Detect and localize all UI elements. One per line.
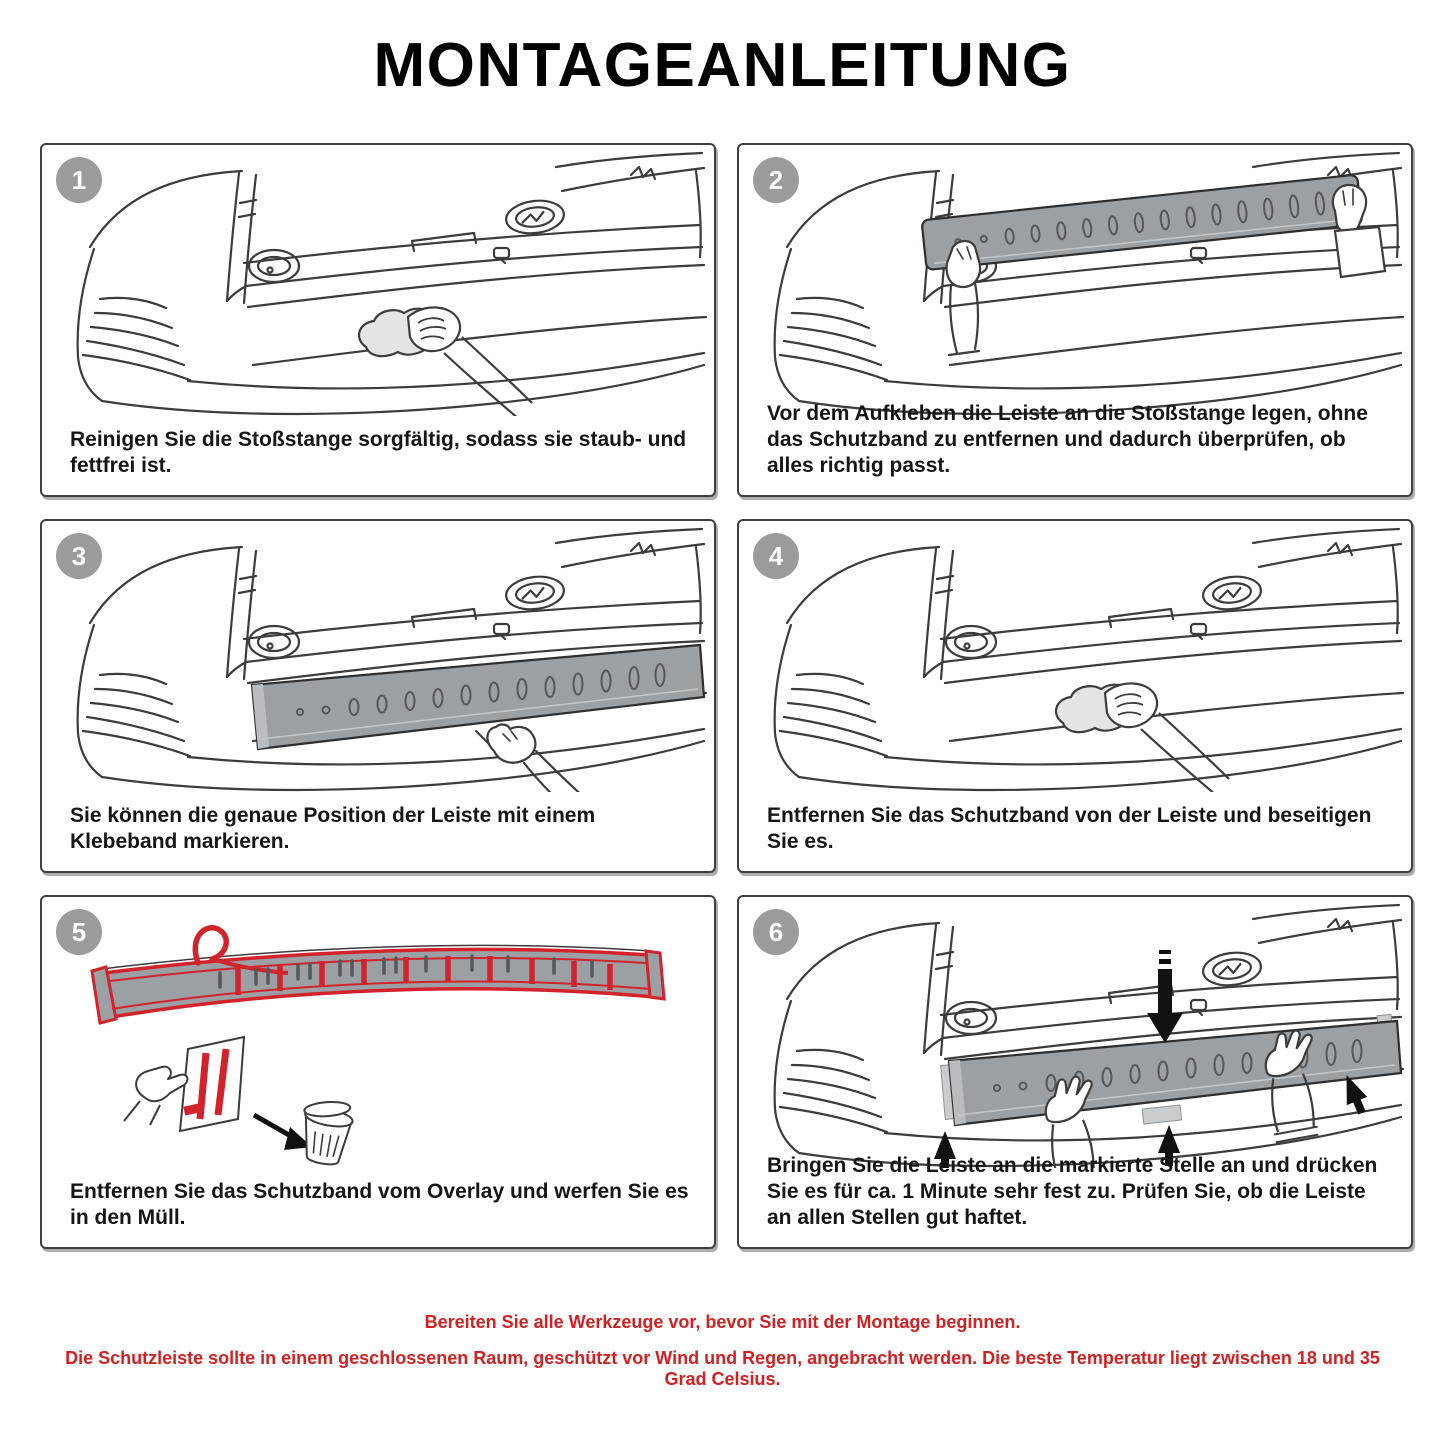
step-panel-4 xyxy=(737,519,1413,873)
hand-with-tape-drawing xyxy=(1056,683,1229,792)
step3-mark-position-illustration xyxy=(48,527,708,792)
footer-warning-line2: Die Schutzleiste sollte in einem geschlossenen Raum, geschützt vor Wind und Regen, angebracht werden. Die beste Temperatur liegt zwischen 18 und 35 Grad Celsius. xyxy=(65,1348,1380,1389)
step-caption: Entfernen Sie das Schutzband vom Overlay und werfen Sie es in den Müll. xyxy=(70,1179,689,1229)
step4-remove-tape-illustration xyxy=(745,527,1405,792)
step-number-badge: 1 xyxy=(56,157,102,203)
step6-press-strip-illustration xyxy=(745,903,1405,1168)
step-panel-5 xyxy=(40,895,716,1249)
step-panel-2 xyxy=(737,143,1413,497)
step-caption: Reinigen Sie die Stoßstange sorgfältig, sodass sie staub- und fettfrei ist. xyxy=(70,427,687,477)
trash-can-icon xyxy=(294,1093,356,1168)
step5-peel-backing-illustration xyxy=(48,903,708,1168)
page-title: MONTAGEANLEITUNG xyxy=(373,31,1072,100)
step-panel-6 xyxy=(737,895,1413,1249)
step-number-badge: 6 xyxy=(753,909,799,955)
step2-position-strip-illustration xyxy=(745,151,1405,416)
protector-strip-lifted-drawing xyxy=(921,175,1362,271)
step-number-badge: 3 xyxy=(56,533,102,579)
footer-warning-line1: Bereiten Sie alle Werkzeuge vor, bevor Sie mit der Montage beginnen. xyxy=(424,1312,1021,1332)
step-caption: Bringen Sie die Leiste an die markierte Stelle an und drücken Sie es für ca. 1 Minute sehr fest zu. Prüfen Sie, ob die Leiste an allen Stellen gut haftet. xyxy=(767,1153,1378,1229)
car-rear-drawing xyxy=(78,153,706,414)
step-panel-1 xyxy=(40,143,716,497)
right-hand-drawing xyxy=(1333,185,1385,277)
step-panel-3 xyxy=(40,519,716,873)
step-caption: Entfernen Sie das Schutzband von der Leiste und beseitigen Sie es. xyxy=(767,803,1372,853)
tape-marker-center xyxy=(1142,1105,1181,1124)
step-number-badge: 5 xyxy=(56,909,102,955)
step-number-badge: 4 xyxy=(753,533,799,579)
hand-with-cloth-drawing xyxy=(359,307,532,416)
steps-grid xyxy=(40,143,1413,1249)
arrow-to-trash-icon xyxy=(254,1115,312,1150)
overlay-strip-with-red-tape-drawing xyxy=(92,928,664,1023)
step-number-badge: 2 xyxy=(753,157,799,203)
step-caption: Vor dem Aufkleben die Leiste an die Stoßstange legen, ohne das Schutzband zu entfernen und dadurch überprüfen, ob alles richtig passt. xyxy=(767,401,1368,477)
hand-discarding-tape-drawing xyxy=(124,1037,244,1131)
car-rear-drawing xyxy=(775,529,1403,790)
left-hand-drawing xyxy=(947,241,980,355)
press-down-arrow-icon xyxy=(1147,950,1183,1043)
step-caption: Sie können die genaue Position der Leiste mit einem Klebeband markieren. xyxy=(70,803,596,853)
step1-clean-bumper-illustration xyxy=(48,151,708,416)
